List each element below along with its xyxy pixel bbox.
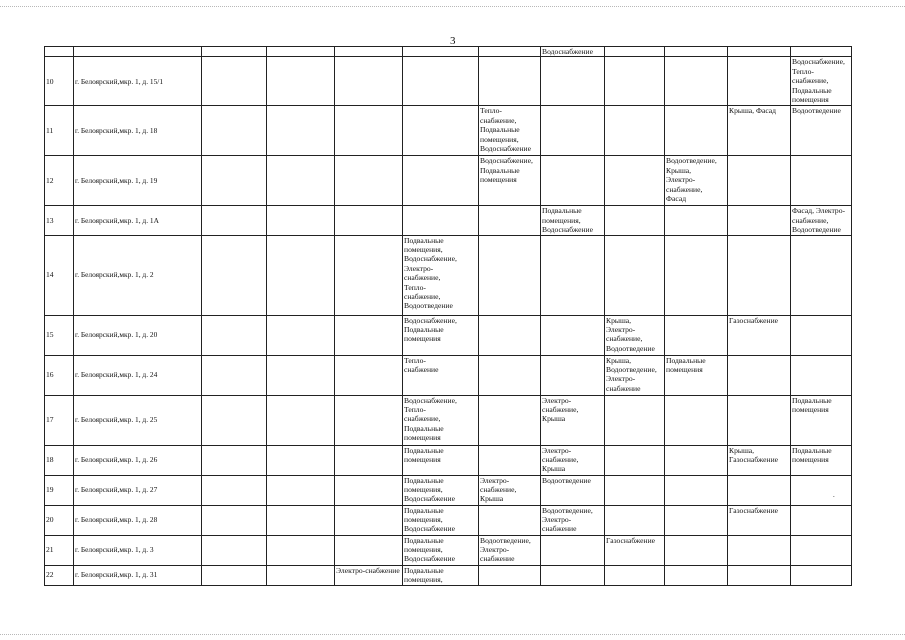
work-type-cell: Водоотведение, Электро- снабжение [479,535,541,565]
work-type-cell [202,235,267,315]
continuation-cell: Водоснабжение [541,47,605,57]
table-row [45,565,852,585]
row-number: 10 [45,57,74,106]
work-type-cell: Подвальные помещения [791,395,852,445]
work-type-cell [728,395,791,445]
continuation-cell [728,47,791,57]
continuation-cell [335,47,403,57]
work-type-cell [267,156,335,206]
stray-mark: . [833,491,835,499]
continuation-cell [202,47,267,57]
work-type-cell [335,475,403,505]
work-type-cell [479,505,541,535]
work-type-cell: Крыша, Газоснабжение [728,445,791,475]
work-type-cell [541,235,605,315]
row-number: 22 [45,565,74,585]
work-type-cell [665,235,728,315]
address-cell: г. Белоярский,мкр. 1, д. 27 [74,475,202,505]
work-type-cell [202,475,267,505]
work-type-cell: Водоснабжение, Подвальные помещения [403,315,479,355]
work-type-cell [541,355,605,395]
continuation-cell [605,47,665,57]
work-type-cell: Подвальные помещения, Водоснабжение, Электро- снабжение, Тепло- снабжение, Водоотведение [403,235,479,315]
work-type-cell [728,235,791,315]
work-type-cell [335,206,403,235]
work-type-cell: Подвальные помещения, [403,565,479,585]
row-number: 13 [45,206,74,235]
continuation-cell [479,47,541,57]
work-type-cell: Тепло- снабжение, Подвальные помещения, Водоснабжение [479,106,541,156]
work-type-cell [728,355,791,395]
work-type-cell: Электро- снабжение, Крыша [541,395,605,445]
work-type-cell [202,535,267,565]
work-type-cell [665,535,728,565]
work-type-cell [665,475,728,505]
work-type-cell [541,315,605,355]
address-cell: г. Белоярский,мкр. 1, д. 3 [74,535,202,565]
work-type-cell [541,565,605,585]
row-number: 12 [45,156,74,206]
work-type-cell [267,235,335,315]
continuation-cell [791,47,852,57]
work-type-cell [202,355,267,395]
table-row [45,505,852,535]
work-type-cell [335,106,403,156]
work-type-cell: Подвальные помещения, Водоснабжение [541,206,605,235]
work-type-cell [202,57,267,106]
scan-edge-bottom [0,634,905,636]
work-type-cell: Подвальные помещения, Водоснабжение [403,475,479,505]
work-type-cell: Электро- снабжение, Крыша [479,475,541,505]
work-type-cell [335,445,403,475]
work-type-cell [267,57,335,106]
work-type-cell [267,505,335,535]
row-number: 20 [45,505,74,535]
work-type-cell [541,57,605,106]
work-type-cell [728,57,791,106]
work-type-cell: Газоснабжение [728,505,791,535]
address-cell: г. Белоярский,мкр. 1, д. 18 [74,106,202,156]
work-type-cell [335,505,403,535]
work-type-cell: Водоотведение, Крыша, Электро- снабжение, Фасад [665,156,728,206]
work-type-cell [335,535,403,565]
address-cell: г. Белоярский,мкр. 1, д. 2 [74,235,202,315]
work-type-cell [403,156,479,206]
work-type-cell [335,235,403,315]
work-type-cell [791,475,852,505]
work-type-cell: Электро- снабжение, Крыша [541,445,605,475]
work-type-cell [267,315,335,355]
work-type-cell [791,565,852,585]
work-type-cell [202,206,267,235]
work-type-cell [605,156,665,206]
work-type-cell [665,315,728,355]
table-row [45,106,852,156]
table-row [45,206,852,235]
work-type-cell [605,505,665,535]
continuation-cell [267,47,335,57]
work-type-cell [665,395,728,445]
table-row [45,156,852,206]
address-cell: г. Белоярский,мкр. 1, д. 1А [74,206,202,235]
work-type-cell [791,355,852,395]
work-type-cell [605,57,665,106]
work-type-cell [267,355,335,395]
work-type-cell [335,395,403,445]
page-number: 3 [450,35,456,47]
work-type-cell [479,315,541,355]
work-type-cell [267,475,335,505]
work-type-cell: Фасад, Электро- снабжение, Водоотведение [791,206,852,235]
work-type-cell [605,106,665,156]
address-cell: г. Белоярский,мкр. 1, д. 26 [74,445,202,475]
work-type-cell [665,57,728,106]
work-type-cell [479,206,541,235]
work-type-cell [605,445,665,475]
address-cell: г. Белоярский,мкр. 1, д. 25 [74,395,202,445]
work-type-cell: Тепло- снабжение [403,355,479,395]
work-type-cell [267,535,335,565]
row-number: 17 [45,395,74,445]
work-type-cell [267,106,335,156]
work-type-cell [665,505,728,535]
table-row [45,235,852,315]
work-type-cell [267,445,335,475]
work-type-cell [335,156,403,206]
work-type-cell: Водоотведение [791,106,852,156]
work-type-cell [605,565,665,585]
work-type-cell [605,395,665,445]
work-type-cell: Водоснабжение, Тепло- снабжение, Подвальные помещения [791,57,852,106]
work-type-cell [202,156,267,206]
address-cell: г. Белоярский,мкр. 1, д. 15/1 [74,57,202,106]
work-type-cell: Крыша, Фасад [728,106,791,156]
work-type-cell [665,445,728,475]
work-type-cell [791,535,852,565]
work-type-cell [479,355,541,395]
work-type-cell: Крыша, Водоотведение, Электро- снабжение [605,355,665,395]
work-type-cell [267,565,335,585]
work-type-cell [728,206,791,235]
continuation-row [45,47,852,57]
row-number: 16 [45,355,74,395]
row-number: 21 [45,535,74,565]
work-type-cell [665,106,728,156]
work-type-cell [202,505,267,535]
work-type-cell [202,565,267,585]
address-cell: г. Белоярский,мкр. 1, д. 19 [74,156,202,206]
work-type-cell: Газоснабжение [728,315,791,355]
table-row [45,57,852,106]
work-type-cell: Газоснабжение [605,535,665,565]
work-type-cell [665,565,728,585]
work-type-cell [728,565,791,585]
table-row [45,445,852,475]
work-type-cell [791,315,852,355]
row-number: 14 [45,235,74,315]
work-type-cell [791,235,852,315]
work-type-cell: Водоснабжение, Подвальные помещения [479,156,541,206]
row-number: 15 [45,315,74,355]
work-type-cell [202,315,267,355]
work-type-cell [541,106,605,156]
continuation-cell [45,47,74,57]
table-row [45,315,852,355]
work-type-cell [335,315,403,355]
row-number: 18 [45,445,74,475]
work-type-cell [791,156,852,206]
work-type-cell [791,505,852,535]
work-type-cell: Подвальные помещения [791,445,852,475]
work-type-cell [605,235,665,315]
work-type-cell [479,445,541,475]
work-type-cell [335,57,403,106]
address-cell: г. Белоярский,мкр. 1, д. 20 [74,315,202,355]
work-type-cell [202,445,267,475]
table-row [45,395,852,445]
repair-schedule-table [44,46,852,586]
address-cell: г. Белоярский,мкр. 1, д. 31 [74,565,202,585]
work-type-cell [605,475,665,505]
continuation-cell [403,47,479,57]
continuation-cell [74,47,202,57]
work-type-cell: Подвальные помещения, Водоснабжение [403,535,479,565]
work-type-cell: Водоотведение, Электро- снабжение [541,505,605,535]
work-type-cell [202,395,267,445]
table-row [45,535,852,565]
work-type-cell: Подвальные помещения [403,445,479,475]
work-type-cell [728,156,791,206]
work-type-cell [202,106,267,156]
work-type-cell: Электро-снабжение [335,565,403,585]
address-cell: г. Белоярский,мкр. 1, д. 24 [74,355,202,395]
work-type-cell [267,395,335,445]
work-type-cell [541,156,605,206]
work-type-cell [335,355,403,395]
work-type-cell [665,206,728,235]
work-type-cell [479,395,541,445]
work-type-cell: Подвальные помещения [665,355,728,395]
table-row [45,355,852,395]
continuation-cell [665,47,728,57]
work-type-cell [267,206,335,235]
row-number: 11 [45,106,74,156]
work-type-cell [541,535,605,565]
row-number: 19 [45,475,74,505]
work-type-cell [403,57,479,106]
work-type-cell: Водоотведение [541,475,605,505]
scan-edge-top [0,6,905,8]
work-type-cell [728,535,791,565]
address-cell: г. Белоярский,мкр. 1, д. 28 [74,505,202,535]
work-type-cell: Водоснабжение, Тепло- снабжение, Подвальные помещения [403,395,479,445]
work-type-cell [479,57,541,106]
work-type-cell [403,106,479,156]
work-type-cell: Крыша, Электро- снабжение, Водоотведение [605,315,665,355]
work-type-cell: Подвальные помещения, Водоснабжение [403,505,479,535]
work-type-cell [479,565,541,585]
work-type-cell [605,206,665,235]
work-type-cell [479,235,541,315]
work-type-cell [403,206,479,235]
table-row [45,475,852,505]
work-type-cell [728,475,791,505]
